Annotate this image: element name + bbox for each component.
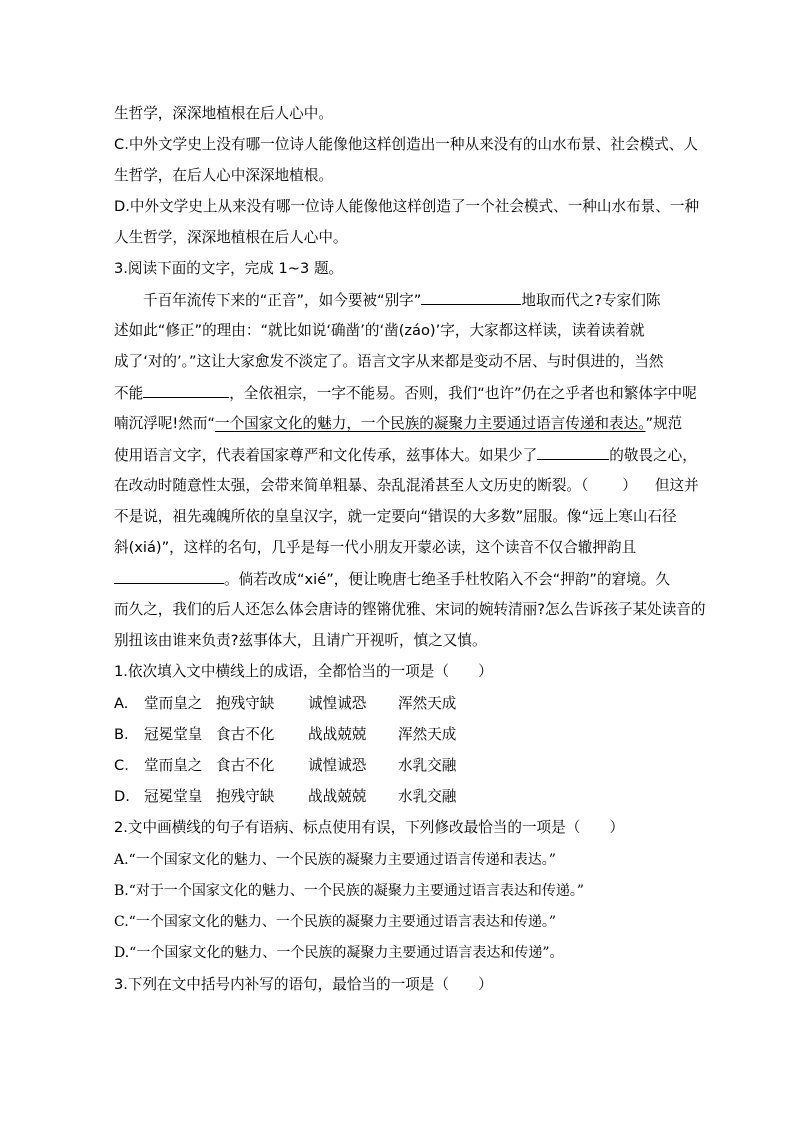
passage-text: ”规范 [645,415,683,432]
option-word: 战战兢兢 [308,788,367,805]
question-1-option-d[interactable] [114,787,456,807]
passage-line [143,290,660,311]
passage-text: 但这并 [654,477,699,494]
option-word: 水乳交融 [398,788,457,805]
question-2-option-b[interactable]: B.“对于一个国家文化的魅力、一个民族的凝聚力主要通过语言表达和传递。” [114,883,585,899]
question-2-option-d[interactable]: D.“一个国家文化的魅力、一个民族的凝聚力主要通过语言表达和传递”。 [114,945,564,961]
option-word: 冠冕堂皇 [144,788,203,805]
passage-line: 别扭该由谁来负责?兹事体大，且请广开视听，慎之又慎。 [114,632,487,649]
option-label: B. [114,726,129,743]
passage-line [114,569,670,590]
option-c-line-2: 生哲学，在后人心中深深地植根。 [114,167,333,184]
passage-line: 述如此“修正”的理由：“就比如说‘确凿’的‘凿(záo)’字，大家都这样读，读着读着就 [114,322,645,339]
question-1-stem: 1.依次填入文中横线上的成语，全都恰当的一项是（ ） [114,663,493,680]
passage-line [114,414,682,434]
passage-line [114,476,699,496]
question-1-option-b[interactable] [114,725,456,745]
option-d-line-1: D.中外文学史上从来没有哪一位诗人能像他这样创造了一个社会模式、一种山水布景、一种 [114,198,700,215]
option-label: C. [114,757,129,774]
passage-line: 而久之，我们的后人还怎么体会唐诗的铿锵优雅、宋词的婉转清丽?怎么告诉孩子某处读音的 [114,601,706,618]
option-d-line-2: 人生哲学，深深地植根在后人心中。 [114,229,348,246]
option-word: 抱残守缺 [216,695,275,712]
question-3-stem: 3.下列在文中括号内补写的语句，最恰当的一项是（ ） [114,976,493,993]
option-word: 水乳交融 [398,757,457,774]
option-label: A. [114,695,129,712]
question-1-option-a[interactable] [114,694,456,714]
question-2-stem: 2.文中画横线的句子有语病、标点使用有误，下列修改最恰当的一项是（ ） [114,819,625,836]
option-word: 堂而皇之 [144,757,203,774]
blank-3[interactable] [537,445,609,460]
option-b-continuation: 生哲学，深深地植根在后人心中。 [114,105,333,122]
option-label: D. [114,788,130,805]
option-word: 诚惶诚恐 [308,695,367,712]
blank-2[interactable] [143,383,229,398]
option-word: 诚惶诚恐 [308,757,367,774]
passage-text: 的敬畏之心， [609,447,697,464]
question-2-option-c[interactable]: C.“一个国家文化的魅力、一个民族的凝聚力主要通过语言表达和传递。” [114,914,556,930]
option-word: 冠冕堂皇 [144,726,203,743]
option-word: 浑然天成 [398,695,457,712]
question-1-option-c[interactable] [114,756,456,776]
passage-line: 不是说，祖先魂魄所依的皇皇汉字，就一定要向“错误的大多数”屈服。像“远上寒山石径 [114,508,677,525]
passage-text: 喃沉浮呢!然而“ [114,415,215,432]
passage-line: 成了‘对的’。”这让大家愈发不淡定了。语言文字从来都是变动不居、与时俱进的，当然 [114,353,664,370]
passage-line [114,383,697,404]
passage-text: ，全依祖宗，一字不能易。否则，我们“也许”仍在之乎者也和繁体字中呢 [229,385,697,402]
passage-text: 不能 [114,385,144,402]
passage-text: 使用语言文字，代表着国家尊严和文化传承，兹事体大。如果少了 [114,447,538,464]
option-c-line-1: C.中外文学史上没有哪一位诗人能像他这样创造出一种从来没有的山水布景、社会模式、人 [114,136,698,153]
passage-line [114,445,697,466]
passage-text: 千百年流传下来的“正音”，如今要被“别字” [143,292,422,309]
passage-line: 斜(xiá)”，这样的名句，几乎是每一代小朋友开蒙必读，这个读音不仅合辙押韵且 [114,539,637,556]
option-word: 食古不化 [216,757,275,774]
passage-text: 地取而代之?专家们陈 [521,292,661,309]
question-2-option-a[interactable]: A.“一个国家文化的魅力、一个民族的凝聚力主要通过语言传递和表达。” [114,852,556,868]
passage-text: 。倘若改成“xié”，便让晚唐七绝圣手杜牧陷入不会“押韵”的窘境。久 [224,571,670,588]
passage-text: 在改动时随意性太强，会带来简单粗暴、杂乱混淆甚至人文历史的断裂。（ [114,477,589,494]
blank-4[interactable] [114,569,224,584]
blank-1[interactable] [421,290,521,305]
option-word: 浑然天成 [398,726,457,743]
option-word: 抱残守缺 [216,788,275,805]
passage-text: ） [622,477,637,494]
option-word: 战战兢兢 [308,726,367,743]
option-word: 食古不化 [216,726,275,743]
option-word: 堂而皇之 [144,695,203,712]
underlined-sentence: 一个国家文化的魅力，一个民族的凝聚力主要通过语言传递和表达。 [214,415,646,432]
section-header: 3.阅读下面的文字，完成 1~3 题。 [114,260,344,277]
